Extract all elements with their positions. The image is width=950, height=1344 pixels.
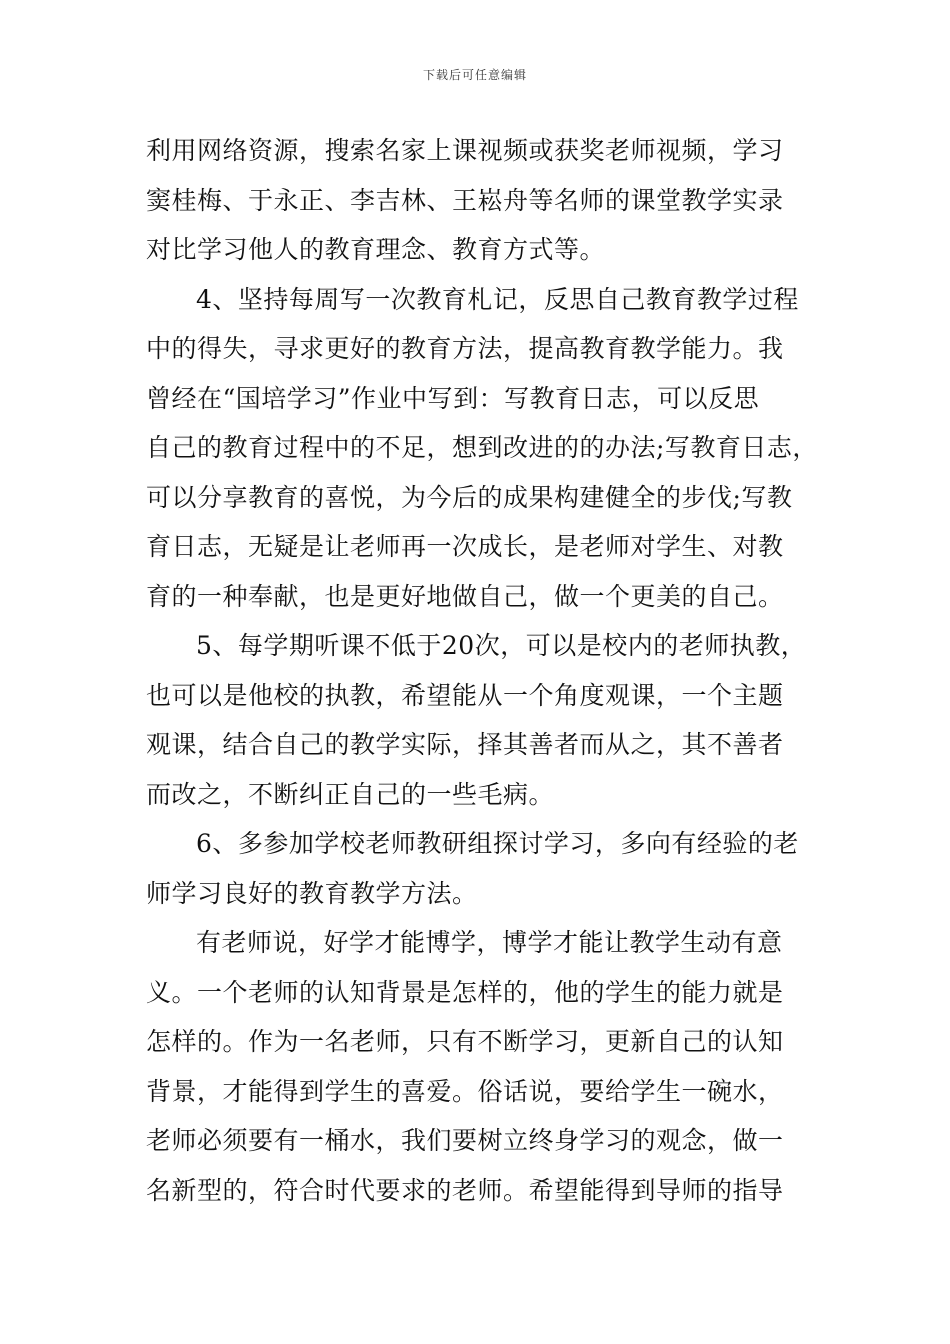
text-line: 怎样的。作为一名老师，只有不断学习，更新自己的认知 xyxy=(146,1027,784,1056)
text-line: 4、坚持每周写一次教育札记，反思自己教育教学过程 xyxy=(196,284,799,314)
document-body xyxy=(146,126,818,1215)
text-line: 对比学习他人的教育理念、教育方式等。 xyxy=(146,235,606,264)
text-line: 背景，才能得到学生的喜爱。俗话说，要给学生一碗水， xyxy=(146,1076,784,1106)
text-line: 窦桂梅、于永正、李吉林、王崧舟等名师的课堂教学实录 xyxy=(146,185,784,215)
text-line: 老师必须要有一桶水，我们要树立终身学习的观念，做一 xyxy=(146,1126,784,1155)
text-line: 5、每学期听课不低于20次，可以是校内的老师执教， xyxy=(196,631,807,660)
text-line: 6、多参加学校老师教研组探讨学习，多向有经验的老 xyxy=(196,829,799,858)
text-line: 观课，结合自己的教学实际，择其善者而从之，其不善者 xyxy=(146,730,784,759)
text-line: 有老师说，好学才能博学，博学才能让教学生动有意 xyxy=(196,928,783,957)
text-line: 育的一种奉献，也是更好地做自己，做一个更美的自己。 xyxy=(146,581,784,611)
text-line: 师学习良好的教育教学方法。 xyxy=(146,878,478,908)
text-line: 可以分享教育的喜悦，为今后的成果构建健全的步伐;写教 xyxy=(146,482,793,512)
text-line: 名新型的，符合时代要求的老师。希望能得到导师的指导 xyxy=(146,1175,784,1205)
text-line: 也可以是他校的执教，希望能从一个角度观课，一个主题 xyxy=(146,680,784,710)
text-line: 育日志，无疑是让老师再一次成长，是老师对学生、对教 xyxy=(146,532,784,561)
page-header-note: 下载后可任意编辑 xyxy=(422,68,527,82)
text-line: 自己的教育过程中的不足，想到改进的的办法;写教育日志， xyxy=(146,433,818,462)
text-line: 中的得失，寻求更好的教育方法，提高教育教学能力。我 xyxy=(146,334,784,363)
text-line: 利用网络资源，搜索名家上课视频或获奖老师视频，学习 xyxy=(146,136,784,165)
text-line: 义。一个老师的认知背景是怎样的，他的学生的能力就是 xyxy=(146,977,784,1007)
text-line: 而改之，不断纠正自己的一些毛病。 xyxy=(146,779,555,809)
text-line: 曾经在“国培学习”作业中写到：写教育日志，可以反思 xyxy=(146,383,760,413)
